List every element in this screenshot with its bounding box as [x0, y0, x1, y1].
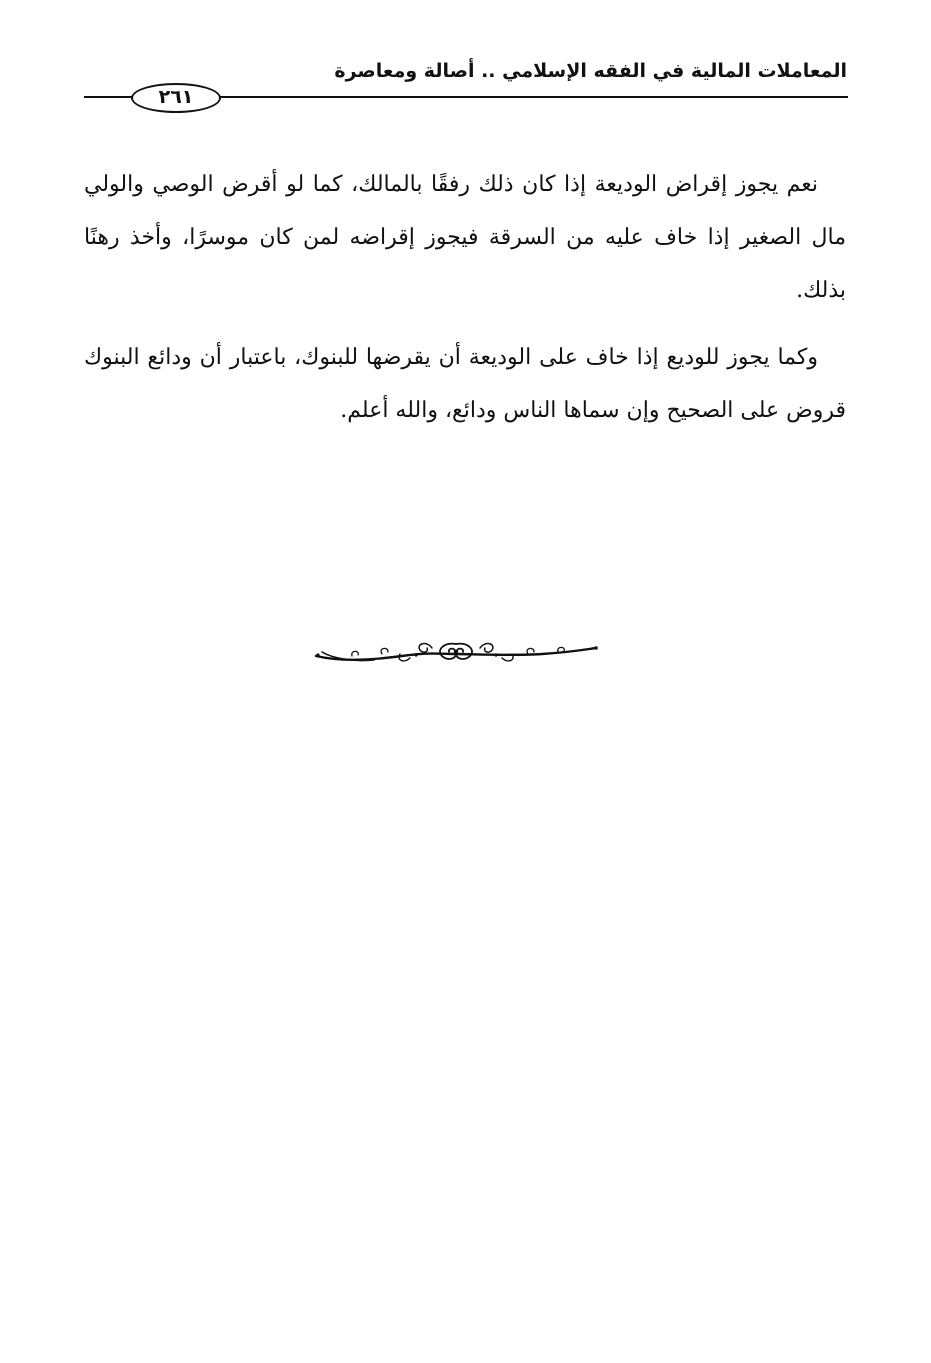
decorative-divider-ornament-icon: [312, 636, 600, 670]
paragraph-1: نعم يجوز إقراض الوديعة إذا كان ذلك رفقًا بالمالك، كما لو أقرض الوصي والولي مال الصغير إذا خاف عليه من السرقة فيجوز إقراضه لمن كان موسرًا، وأخذ رهنًا بذلك.: [84, 172, 846, 303]
running-header-title: المعاملات المالية في الفقه الإسلامي .. أصالة ومعاصرة: [334, 60, 847, 82]
page-number: ٢٦١: [131, 83, 221, 113]
paragraph-2: وكما يجوز للوديع إذا خاف على الوديعة أن يقرضها للبنوك، باعتبار أن ودائع البنوك قروض على الصحيح وإن سماها الناس ودائع، والله أعلم.: [84, 345, 846, 423]
